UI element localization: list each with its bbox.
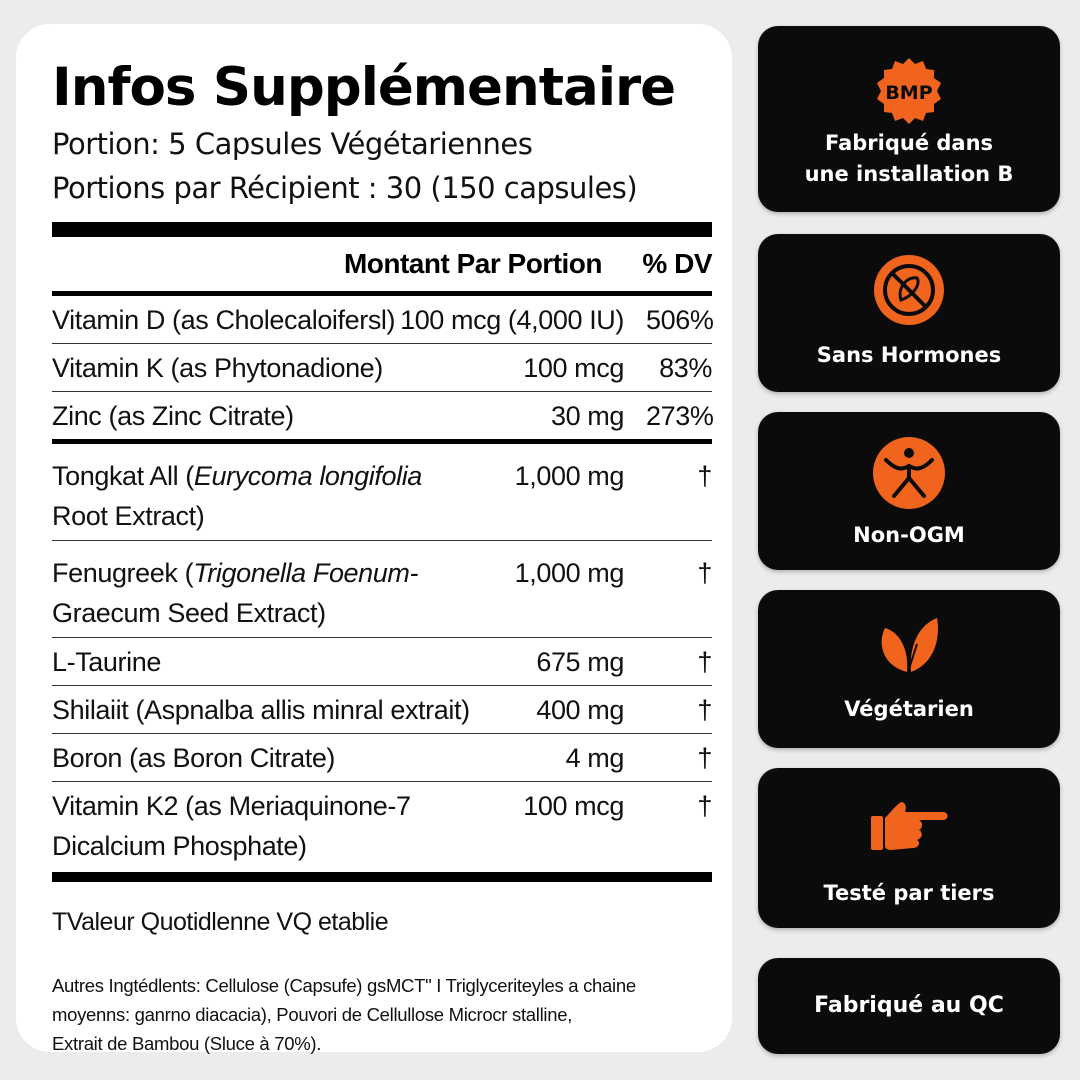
badge-label: Végétarien bbox=[844, 697, 974, 721]
ingredient-name-line2: Graecum Seed Extract) bbox=[52, 598, 326, 628]
table-row bbox=[52, 686, 712, 734]
table-row bbox=[52, 541, 712, 638]
nutrient-name: Zinc (as Zinc Citrate) bbox=[52, 401, 294, 431]
header-dv: % DV bbox=[642, 248, 712, 279]
nutrient-amount: 100 mcg (4,000 IU) bbox=[400, 305, 624, 335]
non-gmo-person-icon bbox=[872, 436, 946, 510]
other-ingredients bbox=[52, 971, 712, 1058]
nutrient-amount: 100 mcg bbox=[523, 353, 624, 383]
ingredient-dv: † bbox=[697, 743, 712, 773]
ingredient-amount: 400 mg bbox=[536, 695, 624, 725]
nutrient-dv: 506% bbox=[646, 305, 714, 335]
table-row bbox=[52, 392, 712, 444]
ingredient-amount: 1,000 mg bbox=[514, 558, 624, 588]
ingredient-dv: † bbox=[697, 791, 712, 821]
ingredient-dv: † bbox=[697, 647, 712, 677]
badge-label bbox=[758, 128, 1060, 190]
table-row bbox=[52, 296, 712, 344]
ingredient-name-italic: Trigonella Foenum- bbox=[193, 558, 419, 588]
ingredient-name bbox=[52, 549, 515, 637]
ingredient-amount: 675 mg bbox=[536, 647, 624, 677]
ingredient-dv: † bbox=[697, 461, 712, 491]
servings-per-container: Portions par Récipient : 30 (150 capsules) bbox=[52, 171, 638, 205]
ingredient-name: Shilaiit (Aspnalba allis minral extrait) bbox=[52, 695, 470, 725]
badge-label: Testé par tiers bbox=[823, 881, 995, 905]
badge-sans-hormones bbox=[758, 234, 1060, 392]
badge-teste-par-tiers bbox=[758, 768, 1060, 928]
other-ingredients-line: moyenns: ganrno diacacia), Pouvori de Cellullose Microcr stalline, bbox=[52, 1004, 573, 1025]
ingredient-name-italic: Eurycoma longifolia bbox=[193, 461, 422, 491]
ingredient-dv: † bbox=[697, 695, 712, 725]
nutrient-dv: 83% bbox=[659, 353, 712, 383]
serving-size: Portion: 5 Capsules Végétariennes bbox=[52, 127, 533, 161]
badge-label: Fabriqué au QC bbox=[814, 993, 1004, 1018]
ingredient-name-line2: Dicalcium Phosphate) bbox=[52, 831, 307, 861]
ingredient-name: L-Taurine bbox=[52, 647, 161, 677]
bottom-divider bbox=[52, 872, 712, 882]
thick-divider bbox=[52, 222, 712, 237]
daily-value-note: TValeur Quotidlenne VQ etablie bbox=[52, 908, 389, 936]
leaf-icon bbox=[877, 614, 941, 674]
badge-vegetarien bbox=[758, 590, 1060, 748]
badge-non-ogm bbox=[758, 412, 1060, 570]
bmp-seal-text: BMP bbox=[885, 82, 933, 104]
table-row bbox=[52, 782, 712, 870]
badge-label-line: Fabriqué dans bbox=[824, 131, 994, 155]
table-row bbox=[52, 444, 712, 541]
nutrient-amount: 30 mg bbox=[550, 401, 624, 431]
ingredient-name-line1: Vitamin K2 (as Meriaquinone-7 bbox=[52, 791, 411, 821]
ingredient-name bbox=[52, 452, 515, 540]
panel-title: Infos Supplémentaire bbox=[52, 57, 676, 118]
badge-label: Sans Hormones bbox=[816, 343, 1002, 367]
ingredient-name-line2: Root Extract) bbox=[52, 501, 205, 531]
ingredient-name bbox=[52, 782, 523, 870]
table-row bbox=[52, 638, 712, 686]
ingredient-dv: † bbox=[697, 558, 712, 588]
table-header bbox=[52, 237, 712, 291]
ingredient-name-plain: Tongkat All ( bbox=[52, 461, 194, 491]
no-hormones-icon bbox=[873, 254, 945, 326]
ingredient-name: Boron (as Boron Citrate) bbox=[52, 743, 336, 773]
badge-fabrique-au-qc bbox=[758, 958, 1060, 1054]
nutrient-name: Vitamin K (as Phytonadione) bbox=[52, 353, 383, 383]
ingredient-amount: 100 mcg bbox=[523, 791, 624, 821]
nutrient-name: Vitamin D (as Cholecaloifersl) bbox=[52, 305, 396, 335]
badge-label: Non-OGM bbox=[853, 523, 965, 547]
header-amount: Montant Par Portion bbox=[343, 248, 602, 279]
badge-bmp bbox=[758, 26, 1060, 212]
nutrient-dv: 273% bbox=[646, 401, 714, 431]
ingredient-amount: 1,000 mg bbox=[514, 461, 624, 491]
ingredient-name-plain: Fenugreek ( bbox=[52, 558, 194, 588]
bmp-seal-icon bbox=[874, 56, 944, 126]
pointing-hand-icon bbox=[869, 798, 949, 854]
badge-label-line: une installation B bbox=[804, 162, 1014, 186]
table-row bbox=[52, 734, 712, 782]
table-row bbox=[52, 344, 712, 392]
supplement-facts-panel bbox=[16, 24, 732, 1052]
other-ingredients-line: Autres Ingtédlents: Cellulose (Capsufe) gsMCT" I Triglyceriteyles a chaine bbox=[52, 975, 636, 996]
ingredient-amount: 4 mg bbox=[565, 743, 624, 773]
other-ingredients-line: Extrait de Bambou (Sluce à 70%). bbox=[52, 1033, 322, 1054]
